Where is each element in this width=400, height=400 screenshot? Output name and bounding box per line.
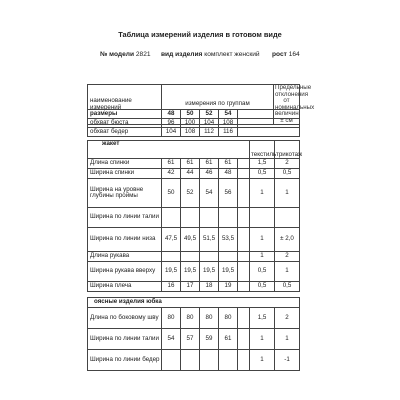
value-cell: 116: [219, 128, 238, 137]
row-label: Ширина по линии талии: [88, 329, 162, 350]
value-cell: 16: [162, 282, 181, 292]
sizes-row: [88, 110, 300, 119]
value-cell: 108: [219, 119, 238, 128]
value-cell: 47,5: [162, 228, 181, 252]
sizes-table: [87, 109, 300, 137]
model-info: [100, 51, 151, 58]
value-cell: 80: [219, 308, 238, 329]
table-row: [88, 228, 300, 252]
height-label: рост: [272, 51, 287, 58]
height-info: [272, 51, 300, 58]
table-row: [88, 282, 300, 292]
value-cell: 80: [200, 308, 219, 329]
table-row: [88, 169, 300, 179]
value-cell: 57: [181, 329, 200, 350]
tolerance-cell: 1: [250, 329, 275, 350]
table-row: [88, 308, 300, 329]
tolerance-cell: 1: [275, 262, 300, 282]
value-cell: 19,5: [162, 262, 181, 282]
garment-type-label: вид изделия: [161, 51, 203, 58]
value-cell: 54: [200, 179, 219, 208]
garment-type-value: комплект женский: [204, 51, 260, 58]
sizes-label: размеры: [88, 110, 162, 119]
value-cell: 50: [162, 179, 181, 208]
value-cell: [181, 350, 200, 371]
table-row: [88, 252, 300, 262]
value-cell: 96: [162, 119, 181, 128]
tolerance-cell: 1,5: [250, 308, 275, 329]
size-cell: 48: [162, 110, 181, 119]
row-label: обхват бедер: [88, 128, 162, 137]
tolerance-cell: 1: [275, 179, 300, 208]
size-cell: 50: [181, 110, 200, 119]
size-cell: 52: [200, 110, 219, 119]
row-label: Ширина по линии низа: [88, 228, 162, 252]
row-label: Ширина по линии бедер: [88, 350, 162, 371]
value-cell: 104: [162, 128, 181, 137]
section-header-row: [88, 298, 300, 308]
table-row: [88, 119, 300, 128]
row-label: Ширина рукава вверху: [88, 262, 162, 282]
tolerance-cell: 1: [275, 329, 300, 350]
tolerance-cell: -1: [275, 350, 300, 371]
empty-cell: [238, 179, 250, 208]
value-cell: 19: [219, 282, 238, 292]
tolerance-cell: 1: [250, 350, 275, 371]
groups-header: измерения по группам: [162, 85, 274, 125]
table-row: [88, 179, 300, 208]
garment-type-info: [161, 51, 260, 58]
table-row: [88, 262, 300, 282]
value-cell: 59: [200, 329, 219, 350]
section-title-jacket: жакет: [88, 141, 250, 159]
fabric-column-header: текстиль: [250, 141, 275, 159]
value-cell: [219, 208, 238, 228]
tolerance-cell: 1: [250, 228, 275, 252]
tolerance-cell: 0,5: [250, 282, 275, 292]
value-cell: [200, 252, 219, 262]
tolerance-cell: 0,5: [275, 169, 300, 179]
value-cell: 80: [162, 308, 181, 329]
value-cell: 19,5: [200, 262, 219, 282]
height-value: 164: [288, 51, 300, 58]
size-cell: 54: [219, 110, 238, 119]
tolerance-cell: ± 2,0: [275, 228, 300, 252]
row-label: Ширина на уровне глубины проймы: [88, 179, 162, 208]
value-cell: 61: [200, 159, 219, 169]
value-cell: 19,5: [219, 262, 238, 282]
value-cell: [200, 350, 219, 371]
tolerance-cell: 1: [250, 252, 275, 262]
value-cell: [181, 252, 200, 262]
empty-cell: [238, 119, 300, 128]
value-cell: 17: [181, 282, 200, 292]
tolerance-cell: [250, 208, 275, 228]
value-cell: 61: [219, 329, 238, 350]
section-title-skirt: оясные изделия юбка: [88, 298, 300, 308]
value-cell: 112: [200, 128, 219, 137]
empty-cell: [238, 128, 300, 137]
value-cell: 108: [181, 128, 200, 137]
empty-cell: [238, 228, 250, 252]
row-label: Ширина плеча: [88, 282, 162, 292]
value-cell: 80: [181, 308, 200, 329]
row-label: Длина по боковому шву: [88, 308, 162, 329]
empty-cell: [238, 282, 250, 292]
model-label: № модели: [100, 51, 135, 58]
value-cell: 49,5: [181, 228, 200, 252]
tolerance-cell: 2: [275, 252, 300, 262]
value-cell: 51,5: [200, 228, 219, 252]
value-cell: 42: [162, 169, 181, 179]
empty-cell: [238, 110, 300, 119]
row-label: Длина спинки: [88, 159, 162, 169]
table-row: [88, 329, 300, 350]
table-row: [88, 128, 300, 137]
empty-cell: [238, 329, 250, 350]
value-cell: 104: [200, 119, 219, 128]
value-cell: [200, 208, 219, 228]
value-cell: [162, 350, 181, 371]
tolerance-cell: 2: [275, 159, 300, 169]
value-cell: [181, 208, 200, 228]
tolerance-cell: 1: [250, 179, 275, 208]
value-cell: 46: [200, 169, 219, 179]
table-title: Таблица измерений изделия в готовом виде: [118, 30, 282, 39]
value-cell: [219, 350, 238, 371]
tolerance-cell: 0,5: [250, 169, 275, 179]
section-header-row: [88, 141, 300, 159]
empty-cell: [238, 252, 250, 262]
table-row: [88, 350, 300, 371]
value-cell: 100: [181, 119, 200, 128]
tolerance-cell: 0,5: [275, 282, 300, 292]
row-label: обхват бюста: [88, 119, 162, 128]
value-cell: 61: [219, 159, 238, 169]
table-row: [88, 208, 300, 228]
empty-cell: [238, 262, 250, 282]
row-label: Ширина по линии талии: [88, 208, 162, 228]
tolerance-cell: 0,5: [250, 262, 275, 282]
value-cell: 48: [219, 169, 238, 179]
tolerance-cell: 2: [275, 308, 300, 329]
skirt-table: [87, 297, 300, 371]
value-cell: [162, 208, 181, 228]
table-row: [88, 159, 300, 169]
value-cell: 61: [162, 159, 181, 169]
tolerance-cell: 1,5: [250, 159, 275, 169]
value-cell: 53,5: [219, 228, 238, 252]
value-cell: [162, 252, 181, 262]
jacket-table: [87, 140, 303, 292]
empty-cell: [238, 159, 250, 169]
row-label: Ширина спинки: [88, 169, 162, 179]
value-cell: 52: [181, 179, 200, 208]
tolerance-header: Предельные отклонения от номинальных величин, ± см: [275, 84, 315, 124]
value-cell: 54: [162, 329, 181, 350]
value-cell: 19,5: [181, 262, 200, 282]
name-header: наименование измерений: [88, 85, 162, 125]
model-value: 2821: [135, 51, 151, 58]
knit-column-header: трикотаж: [275, 141, 300, 159]
row-label: Длина рукава: [88, 252, 162, 262]
value-cell: 18: [200, 282, 219, 292]
empty-cell: [238, 169, 250, 179]
value-cell: 61: [181, 159, 200, 169]
tolerance-cell: [275, 208, 300, 228]
value-cell: 44: [181, 169, 200, 179]
value-cell: 56: [219, 179, 238, 208]
empty-cell: [238, 350, 250, 371]
empty-cell: [238, 308, 250, 329]
empty-cell: [238, 208, 250, 228]
value-cell: [219, 252, 238, 262]
